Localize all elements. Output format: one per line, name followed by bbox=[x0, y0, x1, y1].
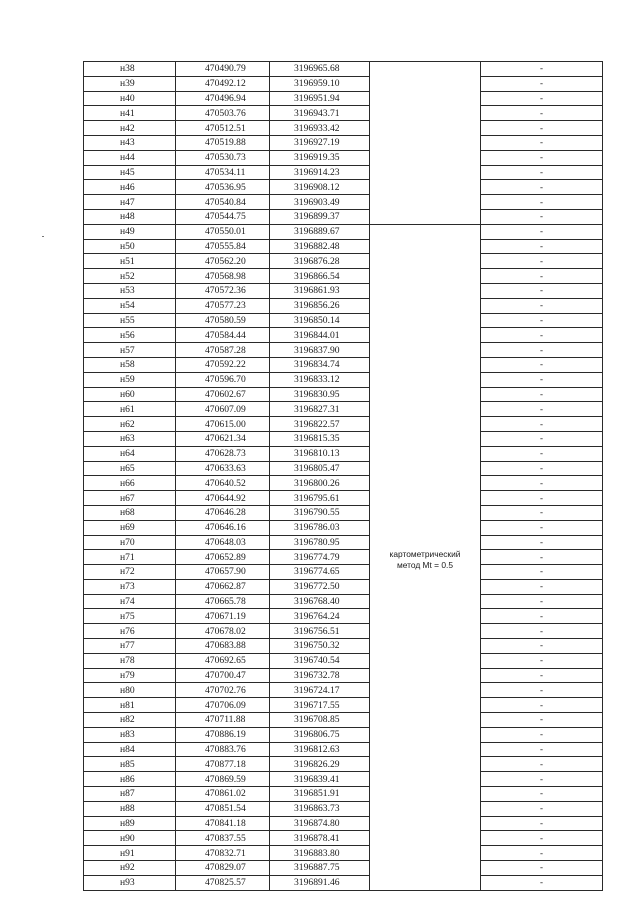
x-coordinate-cell: 470644.92 bbox=[176, 491, 270, 506]
y-coordinate-cell: 3196908.12 bbox=[270, 180, 370, 195]
table-row bbox=[84, 269, 603, 284]
dash-cell: - bbox=[481, 653, 603, 668]
x-coordinate-cell: 470615.00 bbox=[176, 417, 270, 432]
y-coordinate-cell: 3196887.75 bbox=[270, 861, 370, 876]
x-coordinate-cell: 470665.78 bbox=[176, 594, 270, 609]
point-id-cell: н89 bbox=[84, 816, 176, 831]
x-coordinate-cell: 470587.28 bbox=[176, 343, 270, 358]
y-coordinate-cell: 3196815.35 bbox=[270, 431, 370, 446]
table-row bbox=[84, 476, 603, 491]
point-id-cell: н45 bbox=[84, 165, 176, 180]
dash-cell: - bbox=[481, 520, 603, 535]
y-coordinate-cell: 3196914.23 bbox=[270, 165, 370, 180]
dash-cell: - bbox=[481, 298, 603, 313]
x-coordinate-cell: 470861.02 bbox=[176, 787, 270, 802]
y-coordinate-cell: 3196874.80 bbox=[270, 816, 370, 831]
point-id-cell: н80 bbox=[84, 683, 176, 698]
dash-cell: - bbox=[481, 62, 603, 77]
dash-cell: - bbox=[481, 816, 603, 831]
y-coordinate-cell: 3196927.19 bbox=[270, 135, 370, 150]
x-coordinate-cell: 470706.09 bbox=[176, 698, 270, 713]
dash-cell: - bbox=[481, 269, 603, 284]
x-coordinate-cell: 470602.67 bbox=[176, 387, 270, 402]
table-row bbox=[84, 639, 603, 654]
table-row bbox=[84, 565, 603, 580]
method-cell-upper bbox=[370, 62, 481, 225]
point-id-cell: н92 bbox=[84, 861, 176, 876]
point-id-cell: н84 bbox=[84, 742, 176, 757]
y-coordinate-cell: 3196826.29 bbox=[270, 757, 370, 772]
y-coordinate-cell: 3196708.85 bbox=[270, 713, 370, 728]
dash-cell: - bbox=[481, 668, 603, 683]
y-coordinate-cell: 3196965.68 bbox=[270, 62, 370, 77]
x-coordinate-cell: 470555.84 bbox=[176, 239, 270, 254]
y-coordinate-cell: 3196866.54 bbox=[270, 269, 370, 284]
point-id-cell: н77 bbox=[84, 639, 176, 654]
x-coordinate-cell: 470692.65 bbox=[176, 653, 270, 668]
dash-cell: - bbox=[481, 254, 603, 269]
point-id-cell: н87 bbox=[84, 787, 176, 802]
point-id-cell: н47 bbox=[84, 195, 176, 210]
table-row bbox=[84, 846, 603, 861]
table-row bbox=[84, 165, 603, 180]
dash-cell: - bbox=[481, 357, 603, 372]
dash-cell: - bbox=[481, 417, 603, 432]
y-coordinate-cell: 3196774.65 bbox=[270, 565, 370, 580]
table-row bbox=[84, 283, 603, 298]
point-id-cell: н69 bbox=[84, 520, 176, 535]
table-row bbox=[84, 224, 603, 239]
dash-cell: - bbox=[481, 713, 603, 728]
y-coordinate-cell: 3196772.50 bbox=[270, 579, 370, 594]
point-id-cell: н43 bbox=[84, 135, 176, 150]
y-coordinate-cell: 3196822.57 bbox=[270, 417, 370, 432]
x-coordinate-cell: 470700.47 bbox=[176, 668, 270, 683]
dash-cell: - bbox=[481, 446, 603, 461]
table-row bbox=[84, 668, 603, 683]
point-id-cell: н59 bbox=[84, 372, 176, 387]
table-row bbox=[84, 254, 603, 269]
y-coordinate-cell: 3196806.75 bbox=[270, 727, 370, 742]
x-coordinate-cell: 470671.19 bbox=[176, 609, 270, 624]
dash-cell: - bbox=[481, 476, 603, 491]
dash-cell: - bbox=[481, 757, 603, 772]
table-row bbox=[84, 121, 603, 136]
dash-cell: - bbox=[481, 387, 603, 402]
x-coordinate-cell: 470678.02 bbox=[176, 624, 270, 639]
dash-cell: - bbox=[481, 683, 603, 698]
dash-cell: - bbox=[481, 801, 603, 816]
x-coordinate-cell: 470683.88 bbox=[176, 639, 270, 654]
dash-cell: - bbox=[481, 343, 603, 358]
point-id-cell: н68 bbox=[84, 505, 176, 520]
dash-cell: - bbox=[481, 461, 603, 476]
table-row bbox=[84, 62, 603, 77]
method-cell bbox=[370, 224, 481, 890]
dash-cell: - bbox=[481, 224, 603, 239]
point-id-cell: н73 bbox=[84, 579, 176, 594]
x-coordinate-cell: 470512.51 bbox=[176, 121, 270, 136]
y-coordinate-cell: 3196883.80 bbox=[270, 846, 370, 861]
y-coordinate-cell: 3196750.32 bbox=[270, 639, 370, 654]
coordinates-table bbox=[83, 61, 603, 891]
x-coordinate-cell: 470596.70 bbox=[176, 372, 270, 387]
dash-cell: - bbox=[481, 772, 603, 787]
y-coordinate-cell: 3196786.03 bbox=[270, 520, 370, 535]
point-id-cell: н76 bbox=[84, 624, 176, 639]
y-coordinate-cell: 3196889.67 bbox=[270, 224, 370, 239]
point-id-cell: н58 bbox=[84, 357, 176, 372]
table-row bbox=[84, 491, 603, 506]
table-row bbox=[84, 76, 603, 91]
dash-cell: - bbox=[481, 431, 603, 446]
dash-cell: - bbox=[481, 505, 603, 520]
y-coordinate-cell: 3196851.91 bbox=[270, 787, 370, 802]
table-row bbox=[84, 343, 603, 358]
x-coordinate-cell: 470640.52 bbox=[176, 476, 270, 491]
point-id-cell: н40 bbox=[84, 91, 176, 106]
point-id-cell: н86 bbox=[84, 772, 176, 787]
x-coordinate-cell: 470562.20 bbox=[176, 254, 270, 269]
dash-cell: - bbox=[481, 535, 603, 550]
y-coordinate-cell: 3196951.94 bbox=[270, 91, 370, 106]
table-row bbox=[84, 180, 603, 195]
x-coordinate-cell: 470490.79 bbox=[176, 62, 270, 77]
table-row bbox=[84, 624, 603, 639]
point-id-cell: н70 bbox=[84, 535, 176, 550]
dash-cell: - bbox=[481, 135, 603, 150]
table-row bbox=[84, 357, 603, 372]
y-coordinate-cell: 3196863.73 bbox=[270, 801, 370, 816]
table-row bbox=[84, 609, 603, 624]
table-row bbox=[84, 446, 603, 461]
dash-cell: - bbox=[481, 328, 603, 343]
table-row bbox=[84, 713, 603, 728]
x-coordinate-cell: 470832.71 bbox=[176, 846, 270, 861]
point-id-cell: н64 bbox=[84, 446, 176, 461]
dash-cell: - bbox=[481, 209, 603, 224]
point-id-cell: н52 bbox=[84, 269, 176, 284]
dash-cell: - bbox=[481, 550, 603, 565]
point-id-cell: н75 bbox=[84, 609, 176, 624]
point-id-cell: н72 bbox=[84, 565, 176, 580]
point-id-cell: н62 bbox=[84, 417, 176, 432]
x-coordinate-cell: 470534.11 bbox=[176, 165, 270, 180]
x-coordinate-cell: 470646.16 bbox=[176, 520, 270, 535]
dash-cell: - bbox=[481, 861, 603, 876]
x-coordinate-cell: 470711.88 bbox=[176, 713, 270, 728]
x-coordinate-cell: 470652.89 bbox=[176, 550, 270, 565]
table-row bbox=[84, 106, 603, 121]
dash-cell: - bbox=[481, 239, 603, 254]
x-coordinate-cell: 470633.63 bbox=[176, 461, 270, 476]
dash-cell: - bbox=[481, 121, 603, 136]
x-coordinate-cell: 470580.59 bbox=[176, 313, 270, 328]
table-row bbox=[84, 698, 603, 713]
point-id-cell: н38 bbox=[84, 62, 176, 77]
y-coordinate-cell: 3196876.28 bbox=[270, 254, 370, 269]
y-coordinate-cell: 3196790.55 bbox=[270, 505, 370, 520]
table-row bbox=[84, 135, 603, 150]
dash-cell: - bbox=[481, 195, 603, 210]
point-id-cell: н53 bbox=[84, 283, 176, 298]
y-coordinate-cell: 3196740.54 bbox=[270, 653, 370, 668]
table-row bbox=[84, 816, 603, 831]
point-id-cell: н50 bbox=[84, 239, 176, 254]
point-id-cell: н55 bbox=[84, 313, 176, 328]
point-id-cell: н56 bbox=[84, 328, 176, 343]
dash-cell: - bbox=[481, 372, 603, 387]
point-id-cell: н83 bbox=[84, 727, 176, 742]
table-row bbox=[84, 757, 603, 772]
dash-cell: - bbox=[481, 579, 603, 594]
dash-cell: - bbox=[481, 76, 603, 91]
point-id-cell: н60 bbox=[84, 387, 176, 402]
y-coordinate-cell: 3196795.61 bbox=[270, 491, 370, 506]
point-id-cell: н54 bbox=[84, 298, 176, 313]
table-row bbox=[84, 431, 603, 446]
y-coordinate-cell: 3196774.79 bbox=[270, 550, 370, 565]
table-row bbox=[84, 801, 603, 816]
table-row bbox=[84, 550, 603, 565]
y-coordinate-cell: 3196878.41 bbox=[270, 831, 370, 846]
dash-cell: - bbox=[481, 594, 603, 609]
y-coordinate-cell: 3196919.35 bbox=[270, 150, 370, 165]
table-row bbox=[84, 579, 603, 594]
dash-cell: - bbox=[481, 609, 603, 624]
y-coordinate-cell: 3196839.41 bbox=[270, 772, 370, 787]
table-row bbox=[84, 328, 603, 343]
y-coordinate-cell: 3196943.71 bbox=[270, 106, 370, 121]
dash-cell: - bbox=[481, 742, 603, 757]
dash-cell: - bbox=[481, 91, 603, 106]
dash-cell: - bbox=[481, 698, 603, 713]
point-id-cell: н51 bbox=[84, 254, 176, 269]
x-coordinate-cell: 470837.55 bbox=[176, 831, 270, 846]
table-row bbox=[84, 91, 603, 106]
dash-cell: - bbox=[481, 491, 603, 506]
point-id-cell: н57 bbox=[84, 343, 176, 358]
y-coordinate-cell: 3196899.37 bbox=[270, 209, 370, 224]
point-id-cell: н41 bbox=[84, 106, 176, 121]
y-coordinate-cell: 3196833.12 bbox=[270, 372, 370, 387]
y-coordinate-cell: 3196805.47 bbox=[270, 461, 370, 476]
method-label-line2: метод Mt = 0.5 bbox=[396, 560, 454, 571]
point-id-cell: н42 bbox=[84, 121, 176, 136]
x-coordinate-cell: 470577.23 bbox=[176, 298, 270, 313]
x-coordinate-cell: 470702.76 bbox=[176, 683, 270, 698]
point-id-cell: н63 bbox=[84, 431, 176, 446]
x-coordinate-cell: 470621.34 bbox=[176, 431, 270, 446]
x-coordinate-cell: 470648.03 bbox=[176, 535, 270, 550]
point-id-cell: н71 bbox=[84, 550, 176, 565]
y-coordinate-cell: 3196861.93 bbox=[270, 283, 370, 298]
y-coordinate-cell: 3196764.24 bbox=[270, 609, 370, 624]
point-id-cell: н90 bbox=[84, 831, 176, 846]
x-coordinate-cell: 470592.22 bbox=[176, 357, 270, 372]
x-coordinate-cell: 470572.36 bbox=[176, 283, 270, 298]
dash-cell: - bbox=[481, 831, 603, 846]
point-id-cell: н46 bbox=[84, 180, 176, 195]
y-coordinate-cell: 3196844.01 bbox=[270, 328, 370, 343]
y-coordinate-cell: 3196959.10 bbox=[270, 76, 370, 91]
x-coordinate-cell: 470607.09 bbox=[176, 402, 270, 417]
x-coordinate-cell: 470877.18 bbox=[176, 757, 270, 772]
dash-cell: - bbox=[481, 787, 603, 802]
x-coordinate-cell: 470825.57 bbox=[176, 875, 270, 890]
scan-speck bbox=[42, 236, 44, 237]
x-coordinate-cell: 470540.84 bbox=[176, 195, 270, 210]
y-coordinate-cell: 3196768.40 bbox=[270, 594, 370, 609]
y-coordinate-cell: 3196903.49 bbox=[270, 195, 370, 210]
x-coordinate-cell: 470550.01 bbox=[176, 224, 270, 239]
table-row bbox=[84, 195, 603, 210]
table-row bbox=[84, 787, 603, 802]
table-row bbox=[84, 150, 603, 165]
dash-cell: - bbox=[481, 165, 603, 180]
x-coordinate-cell: 470584.44 bbox=[176, 328, 270, 343]
dash-cell: - bbox=[481, 624, 603, 639]
dash-cell: - bbox=[481, 727, 603, 742]
y-coordinate-cell: 3196756.51 bbox=[270, 624, 370, 639]
x-coordinate-cell: 470646.28 bbox=[176, 505, 270, 520]
point-id-cell: н39 bbox=[84, 76, 176, 91]
x-coordinate-cell: 470568.98 bbox=[176, 269, 270, 284]
y-coordinate-cell: 3196837.90 bbox=[270, 343, 370, 358]
table-row bbox=[84, 772, 603, 787]
table-row bbox=[84, 683, 603, 698]
table-row bbox=[84, 594, 603, 609]
y-coordinate-cell: 3196856.26 bbox=[270, 298, 370, 313]
dash-cell: - bbox=[481, 402, 603, 417]
x-coordinate-cell: 470886.19 bbox=[176, 727, 270, 742]
table-row bbox=[84, 417, 603, 432]
x-coordinate-cell: 470628.73 bbox=[176, 446, 270, 461]
table-row bbox=[84, 653, 603, 668]
y-coordinate-cell: 3196850.14 bbox=[270, 313, 370, 328]
point-id-cell: н93 bbox=[84, 875, 176, 890]
x-coordinate-cell: 470662.87 bbox=[176, 579, 270, 594]
y-coordinate-cell: 3196830.95 bbox=[270, 387, 370, 402]
table-row bbox=[84, 387, 603, 402]
dash-cell: - bbox=[481, 150, 603, 165]
x-coordinate-cell: 470530.73 bbox=[176, 150, 270, 165]
table-row bbox=[84, 209, 603, 224]
x-coordinate-cell: 470657.90 bbox=[176, 565, 270, 580]
y-coordinate-cell: 3196933.42 bbox=[270, 121, 370, 136]
point-id-cell: н48 bbox=[84, 209, 176, 224]
dash-cell: - bbox=[481, 875, 603, 890]
y-coordinate-cell: 3196827.31 bbox=[270, 402, 370, 417]
table-row bbox=[84, 742, 603, 757]
x-coordinate-cell: 470492.12 bbox=[176, 76, 270, 91]
table-row bbox=[84, 875, 603, 890]
y-coordinate-cell: 3196891.46 bbox=[270, 875, 370, 890]
point-id-cell: н81 bbox=[84, 698, 176, 713]
dash-cell: - bbox=[481, 565, 603, 580]
y-coordinate-cell: 3196724.17 bbox=[270, 683, 370, 698]
point-id-cell: н88 bbox=[84, 801, 176, 816]
point-id-cell: н61 bbox=[84, 402, 176, 417]
table-row bbox=[84, 313, 603, 328]
x-coordinate-cell: 470536.95 bbox=[176, 180, 270, 195]
coordinates-table-body bbox=[84, 62, 603, 891]
dash-cell: - bbox=[481, 180, 603, 195]
method-label-line1: картометрический bbox=[389, 549, 461, 560]
y-coordinate-cell: 3196732.78 bbox=[270, 668, 370, 683]
point-id-cell: н79 bbox=[84, 668, 176, 683]
y-coordinate-cell: 3196882.48 bbox=[270, 239, 370, 254]
x-coordinate-cell: 470496.94 bbox=[176, 91, 270, 106]
point-id-cell: н91 bbox=[84, 846, 176, 861]
dash-cell: - bbox=[481, 639, 603, 654]
dash-cell: - bbox=[481, 106, 603, 121]
x-coordinate-cell: 470544.75 bbox=[176, 209, 270, 224]
dash-cell: - bbox=[481, 313, 603, 328]
y-coordinate-cell: 3196812.63 bbox=[270, 742, 370, 757]
dash-cell: - bbox=[481, 846, 603, 861]
table-row bbox=[84, 461, 603, 476]
x-coordinate-cell: 470841.18 bbox=[176, 816, 270, 831]
table-row bbox=[84, 831, 603, 846]
table-row bbox=[84, 861, 603, 876]
table-row bbox=[84, 402, 603, 417]
point-id-cell: н49 bbox=[84, 224, 176, 239]
point-id-cell: н67 bbox=[84, 491, 176, 506]
y-coordinate-cell: 3196780.95 bbox=[270, 535, 370, 550]
point-id-cell: н44 bbox=[84, 150, 176, 165]
point-id-cell: н66 bbox=[84, 476, 176, 491]
x-coordinate-cell: 470503.76 bbox=[176, 106, 270, 121]
table-row bbox=[84, 372, 603, 387]
point-id-cell: н65 bbox=[84, 461, 176, 476]
x-coordinate-cell: 470829.07 bbox=[176, 861, 270, 876]
y-coordinate-cell: 3196717.55 bbox=[270, 698, 370, 713]
table-row bbox=[84, 239, 603, 254]
point-id-cell: н82 bbox=[84, 713, 176, 728]
x-coordinate-cell: 470883.76 bbox=[176, 742, 270, 757]
x-coordinate-cell: 470869.59 bbox=[176, 772, 270, 787]
point-id-cell: н78 bbox=[84, 653, 176, 668]
y-coordinate-cell: 3196834.74 bbox=[270, 357, 370, 372]
y-coordinate-cell: 3196810.13 bbox=[270, 446, 370, 461]
point-id-cell: н74 bbox=[84, 594, 176, 609]
x-coordinate-cell: 470519.88 bbox=[176, 135, 270, 150]
table-row bbox=[84, 535, 603, 550]
x-coordinate-cell: 470851.54 bbox=[176, 801, 270, 816]
y-coordinate-cell: 3196800.26 bbox=[270, 476, 370, 491]
table-row bbox=[84, 298, 603, 313]
point-id-cell: н85 bbox=[84, 757, 176, 772]
table-row bbox=[84, 520, 603, 535]
table-row bbox=[84, 505, 603, 520]
table-row bbox=[84, 727, 603, 742]
dash-cell: - bbox=[481, 283, 603, 298]
